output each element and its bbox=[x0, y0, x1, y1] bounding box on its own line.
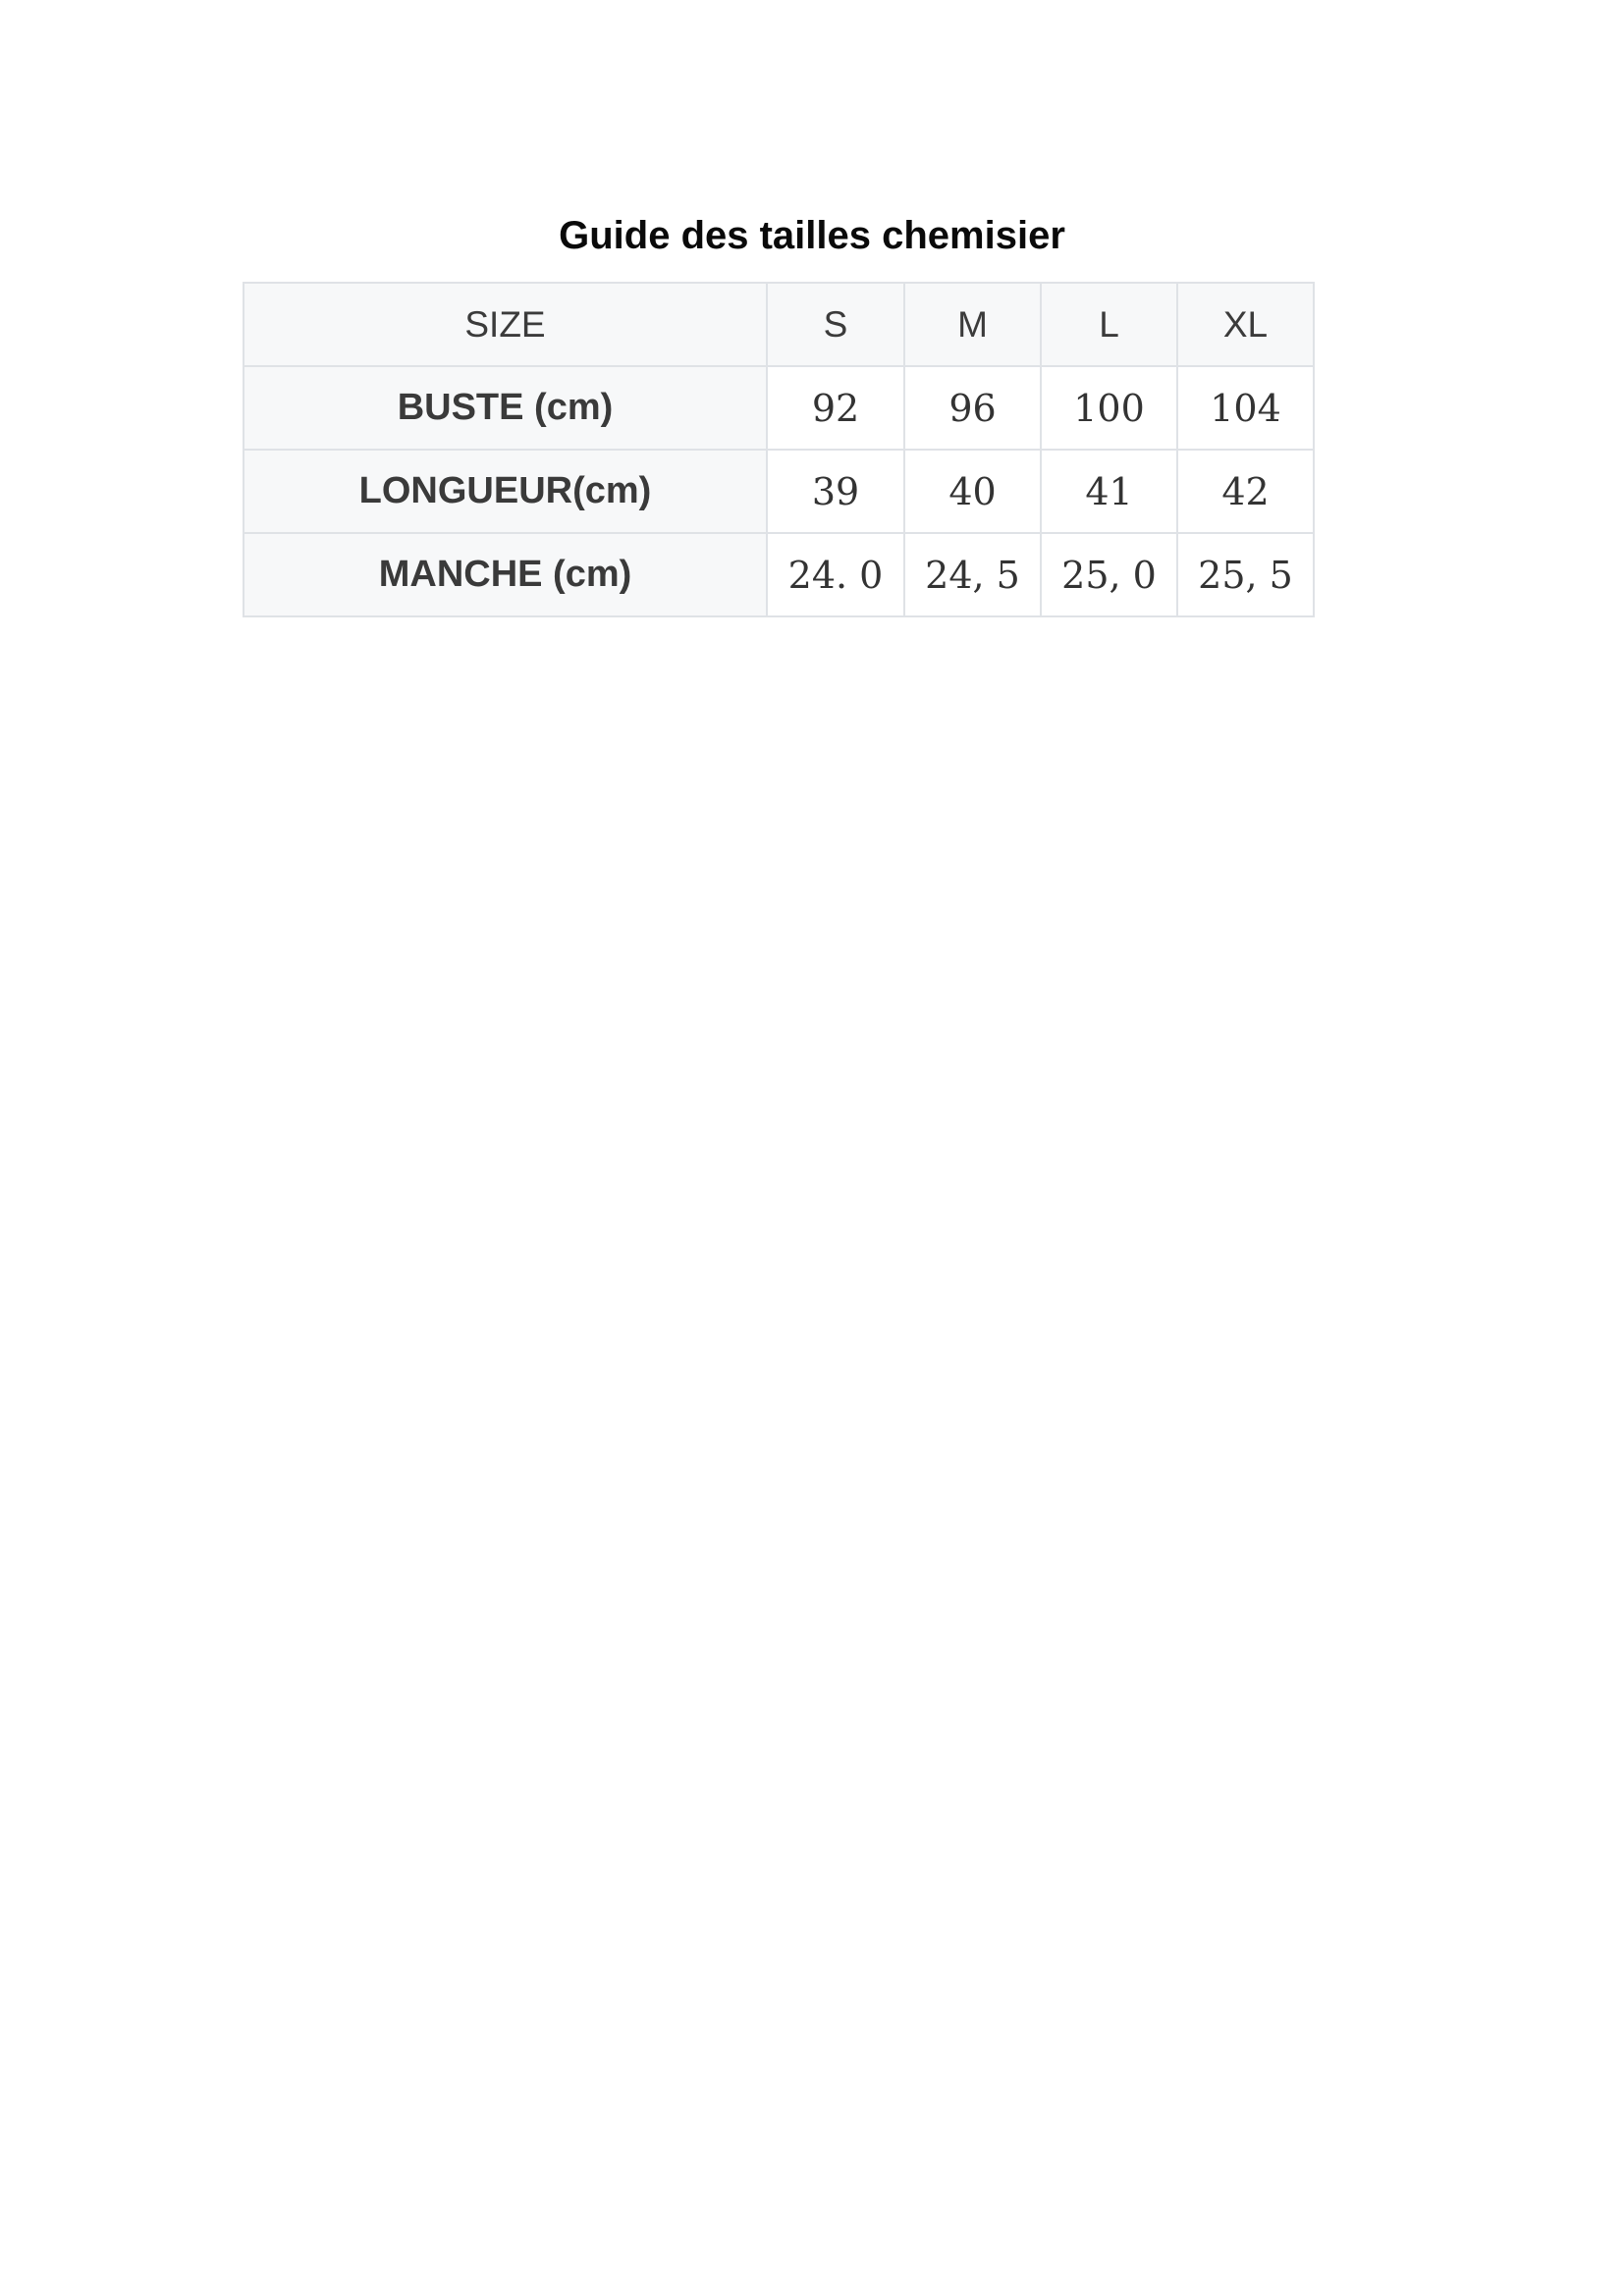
table-cell: 100 bbox=[1041, 366, 1177, 450]
table-cell: 92 bbox=[767, 366, 904, 450]
table-cell: 25, 5 bbox=[1177, 533, 1314, 616]
table-cell: 25, 0 bbox=[1041, 533, 1177, 616]
page-title: Guide des tailles chemisier bbox=[559, 214, 1065, 257]
column-header-l: L bbox=[1041, 283, 1177, 366]
table-cell: 40 bbox=[904, 450, 1041, 533]
table-header-row bbox=[244, 283, 1314, 366]
row-label-manche: MANCHE (cm) bbox=[244, 533, 767, 616]
column-header-m: M bbox=[904, 283, 1041, 366]
table-cell: 42 bbox=[1177, 450, 1314, 533]
row-label-buste: BUSTE (cm) bbox=[244, 366, 767, 450]
table-cell: 24. 0 bbox=[767, 533, 904, 616]
table-cell: 41 bbox=[1041, 450, 1177, 533]
row-label-longueur: LONGUEUR(cm) bbox=[244, 450, 767, 533]
column-header-xl: XL bbox=[1177, 283, 1314, 366]
table-cell: 96 bbox=[904, 366, 1041, 450]
table-cell: 39 bbox=[767, 450, 904, 533]
column-header-s: S bbox=[767, 283, 904, 366]
column-header-size: SIZE bbox=[244, 283, 767, 366]
table-row-manche bbox=[244, 533, 1314, 616]
table-cell: 104 bbox=[1177, 366, 1314, 450]
table-row-longueur bbox=[244, 450, 1314, 533]
size-guide-table bbox=[243, 282, 1315, 617]
table-row-buste bbox=[244, 366, 1314, 450]
table-cell: 24, 5 bbox=[904, 533, 1041, 616]
